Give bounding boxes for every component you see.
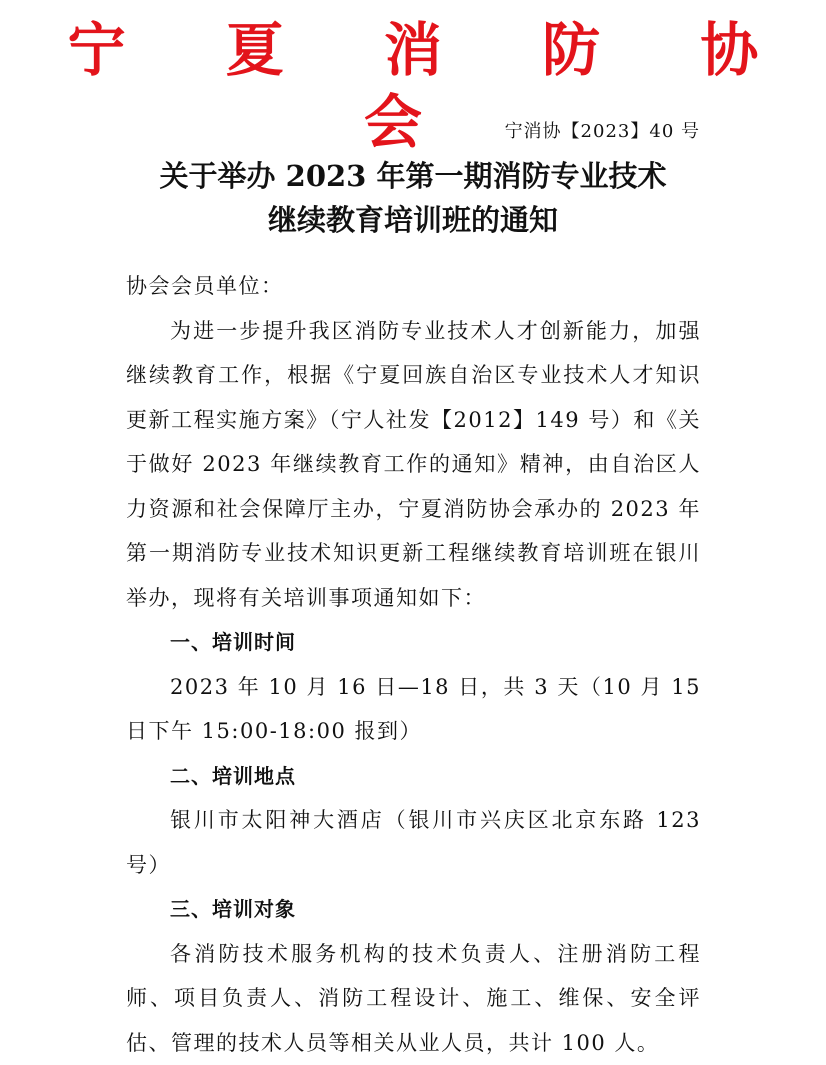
org-header: 宁 夏 消 防 协 会	[0, 14, 826, 158]
intro-paragraph: 为进一步提升我区消防专业技术人才创新能力，加强继续教育工作，根据《宁夏回族自治区专业技术人才知识更新工程实施方案》（宁人社发【2012】149 号）和《关于做好 2023 年继续教育工作的通知》精神，由自治区人力资源和社会保障厅主办，宁夏消防协会承办的 2023 年第一期消防专业技术知识更新工程继续教育培训班在银川举办，现将有关培训事项通知如下：	[126, 309, 701, 621]
section-heading-location: 二、培训地点	[126, 754, 701, 799]
title-line-1: 关于举办 2023 年第一期消防专业技术	[0, 154, 826, 198]
section-content-time: 2023 年 10 月 16 日—18 日，共 3 天（10 月 15 日下午 15:00-18:00 报到）	[126, 665, 701, 754]
document-number: 宁消协【2023】40 号	[505, 118, 700, 146]
document-title	[0, 154, 826, 242]
section-heading-time: 一、培训时间	[126, 620, 701, 665]
section-content-location: 银川市太阳神大酒店（银川市兴庆区北京东路 123 号）	[126, 798, 701, 887]
section-heading-audience: 三、培训对象	[126, 887, 701, 932]
title-line-2: 继续教育培训班的通知	[0, 198, 826, 242]
document-body	[126, 264, 701, 1065]
salutation: 协会会员单位：	[126, 264, 701, 309]
section-content-audience: 各消防技术服务机构的技术负责人、注册消防工程师、项目负责人、消防工程设计、施工、维保、安全评估、管理的技术人员等相关从业人员，共计 100 人。	[126, 932, 701, 1065]
